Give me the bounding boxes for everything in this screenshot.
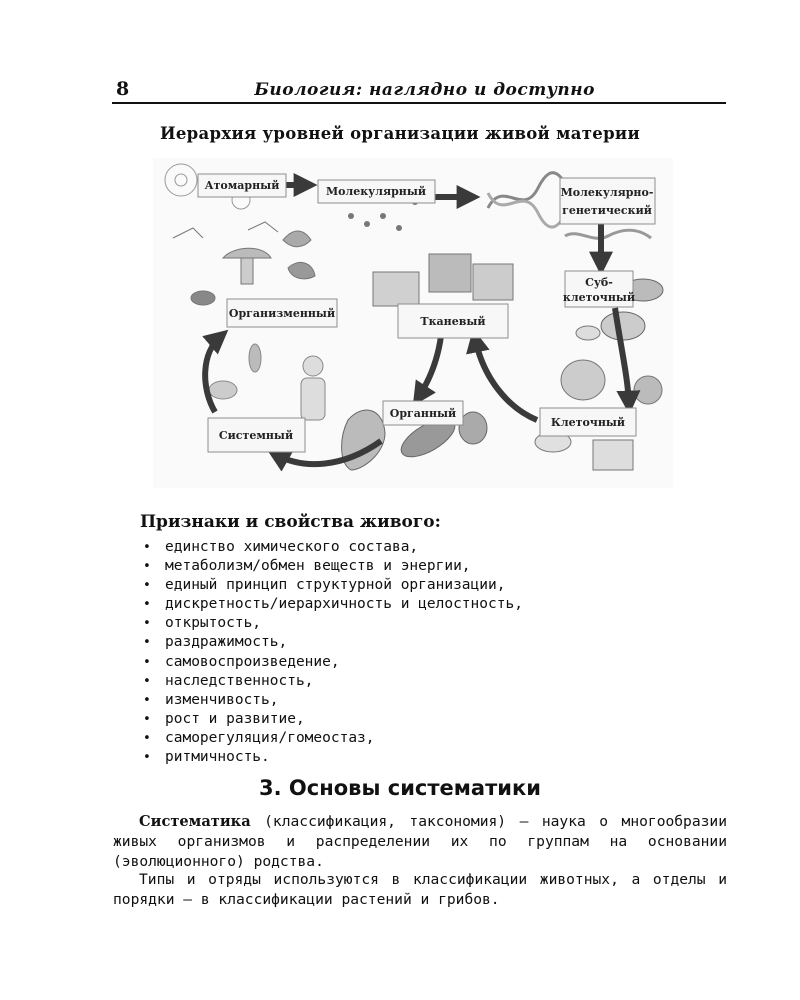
properties-title: Признаки и свойства живого: <box>140 512 441 532</box>
properties-list <box>140 538 523 767</box>
definition-text: (классификация, таксономия) — наука о многообразии живых организмов и распределении их по группам на основании (эволюционного) родства. <box>113 813 727 870</box>
term-systematics: Систематика <box>139 813 251 830</box>
paragraph-definition <box>113 812 727 872</box>
bullet-icon: • <box>143 578 151 594</box>
level-organism <box>227 299 337 327</box>
list-item: • рост и развитие, <box>140 710 523 729</box>
level-molecular <box>318 180 435 203</box>
level-organ-label: Органный <box>389 407 457 420</box>
bullet-icon: • <box>143 750 151 766</box>
paragraph-usage: Типы и отряды используются в классификации животных, а отделы и порядки — в классификации растений и грибов. <box>113 871 727 908</box>
level-molecular-genetic <box>560 178 655 224</box>
level-subcell-label-line1: Суб- <box>585 276 613 289</box>
hierarchy-diagram <box>153 158 673 488</box>
bullet-icon: • <box>143 692 151 708</box>
bullet-icon: • <box>143 616 151 632</box>
level-molecular-label: Молекулярный <box>325 185 427 198</box>
list-item: • наследственность, <box>140 672 523 691</box>
level-system-label: Системный <box>218 429 294 442</box>
level-atomic-label: Атомарный <box>204 179 280 192</box>
level-cellular <box>540 408 636 436</box>
level-tissue-label: Тканевый <box>420 315 486 328</box>
page-number: 8 <box>116 78 130 100</box>
list-item: • метаболизм/обмен веществ и энергии, <box>140 557 523 576</box>
level-atomic <box>198 174 286 197</box>
level-subcell-label-line2: клеточный <box>562 291 636 304</box>
bullet-icon: • <box>143 540 151 555</box>
level-system <box>208 418 305 452</box>
level-organism-label: Организменный <box>228 307 336 320</box>
list-item: • изменчивость, <box>140 691 523 710</box>
level-subcellular <box>563 271 635 307</box>
level-tissue <box>398 304 508 338</box>
list-item: • саморегуляция/гомеостаз, <box>140 729 523 748</box>
figure-title: Иерархия уровней организации живой материи <box>160 124 640 143</box>
bullet-icon: • <box>143 711 151 727</box>
list-item: • открытость, <box>140 614 523 633</box>
list-item: • единство химического состава, <box>140 538 523 557</box>
bullet-icon: • <box>143 635 151 651</box>
level-molgen-label-line1: Молекулярно- <box>560 186 654 199</box>
level-cellular-label: Клеточный <box>550 416 626 429</box>
section-heading: 3. Основы систематики <box>259 776 541 800</box>
list-item: • дискретность/иерархичность и целостность, <box>140 595 523 614</box>
running-title: Биология: наглядно и доступно <box>254 80 595 100</box>
level-organ <box>383 401 463 425</box>
bullet-icon: • <box>143 597 151 613</box>
level-molgen-label-line2: генетический <box>562 204 652 217</box>
bullet-icon: • <box>143 673 151 689</box>
list-item: • единый принцип структурной организации, <box>140 576 523 595</box>
list-item: • ритмичность. <box>140 748 523 767</box>
list-item: • раздражимость, <box>140 633 523 652</box>
bullet-icon: • <box>143 559 151 575</box>
list-item: • самовоспроизведение, <box>140 653 523 672</box>
header-rule <box>112 102 726 104</box>
bullet-icon: • <box>143 730 151 746</box>
bullet-icon: • <box>143 654 151 670</box>
